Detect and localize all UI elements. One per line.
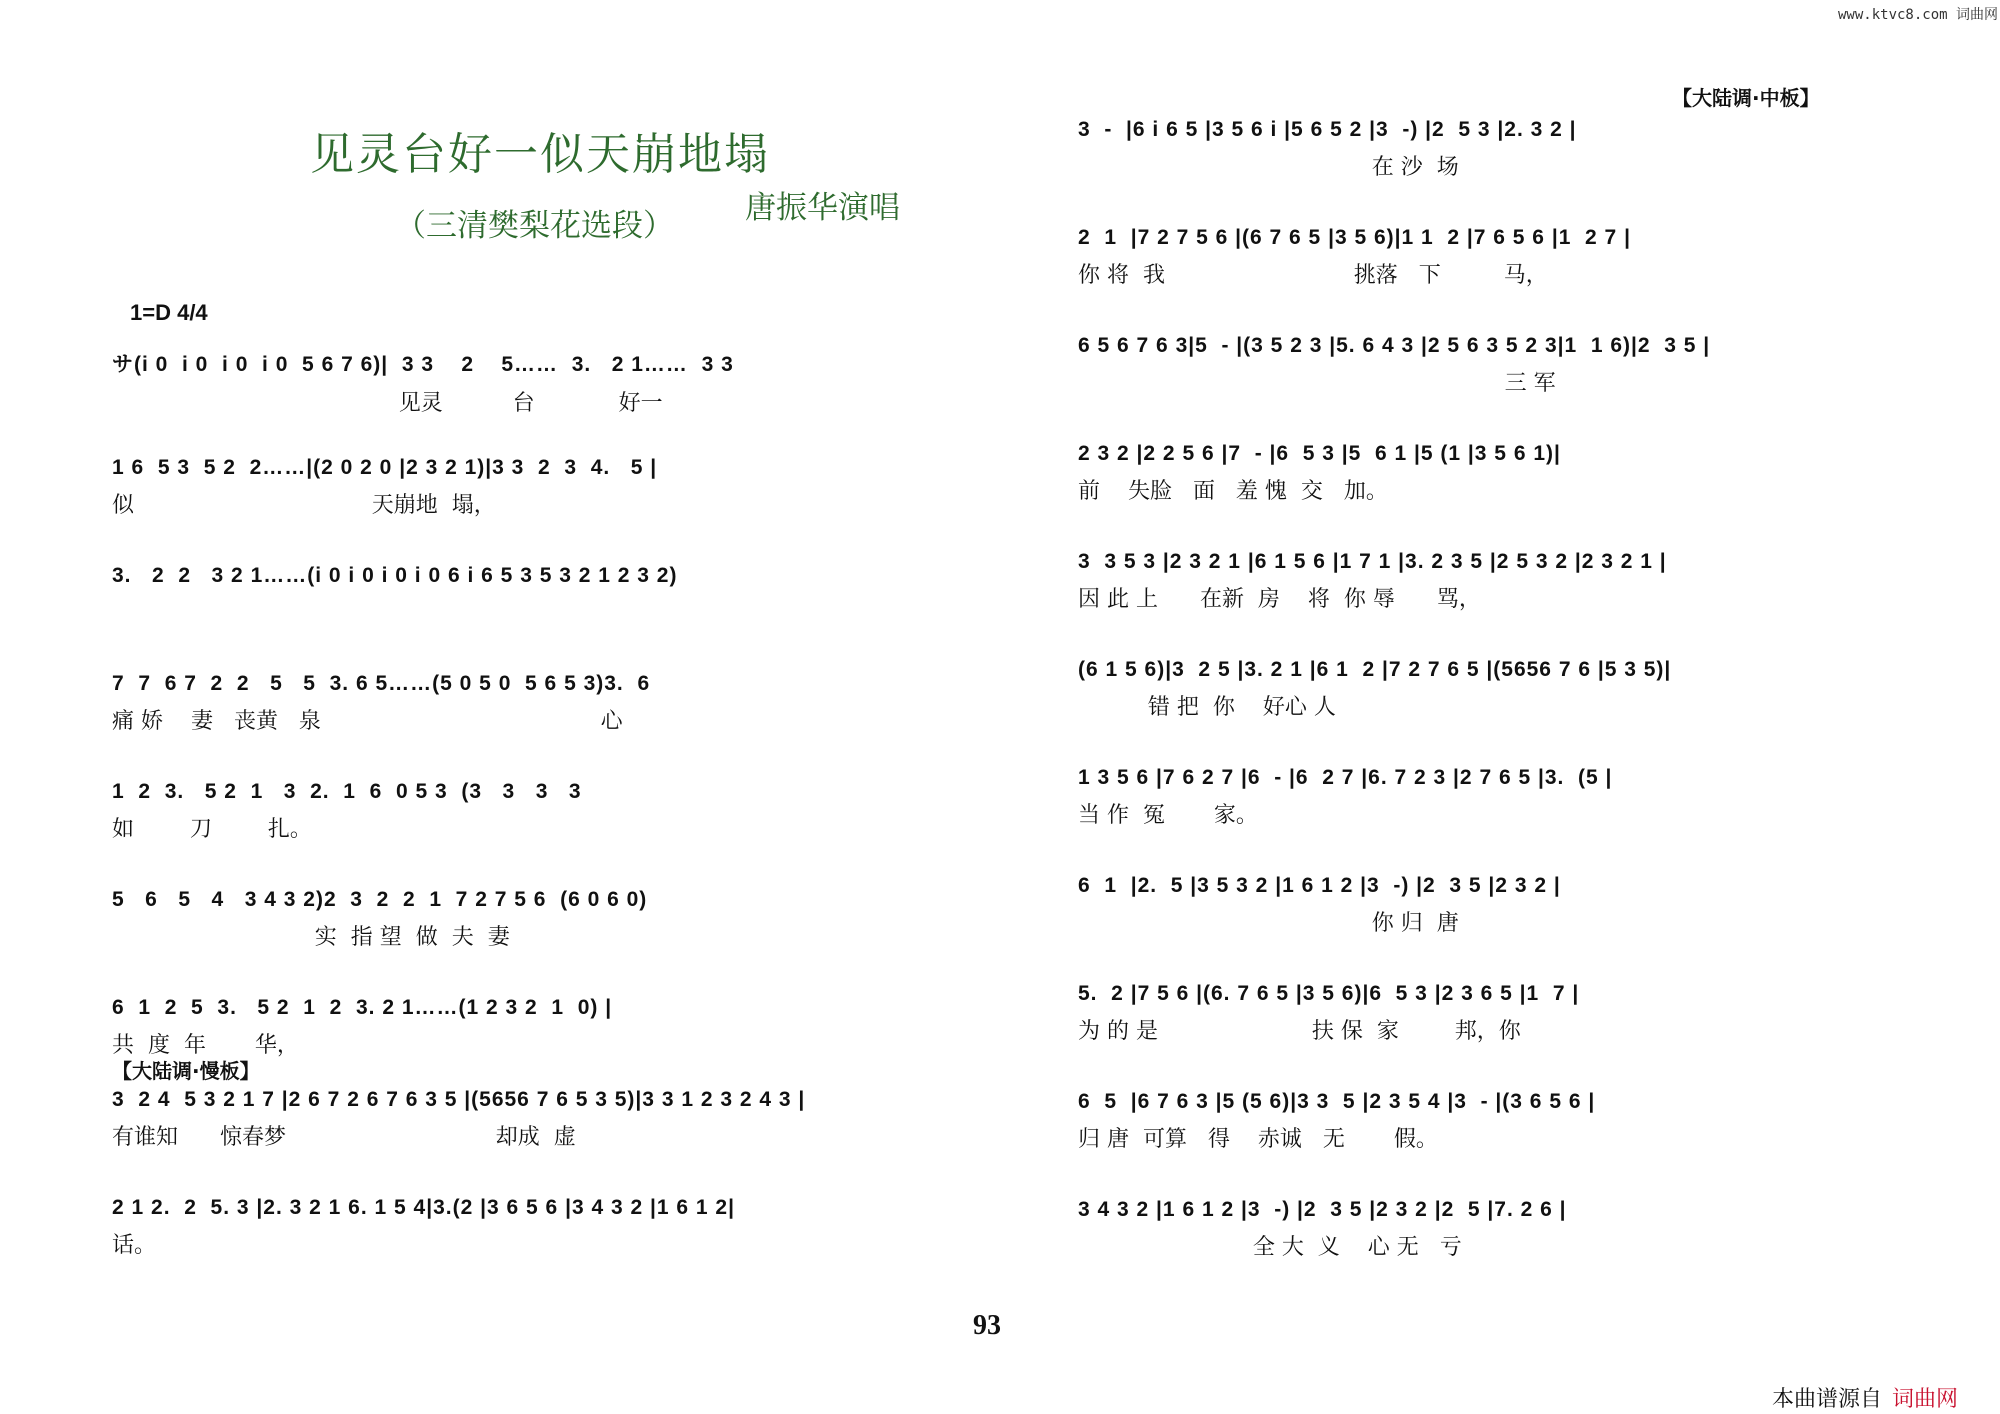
notation-row: 3 2 4 5 3 2 1 7 |2 6 7 2 6 7 6 3 5 |(5656 7 6 5 3 5)|3 3 1 2 3 2 4 3 | xyxy=(112,1088,806,1111)
singer-credit: 唐振华演唱 xyxy=(745,190,900,226)
notation-row: 3 - |6 i 6 5 |3 5 6 i |5 6 5 2 |3 -) |2 5 3 |2. 3 2 | xyxy=(1078,118,1577,141)
notation-row: 5. 2 |7 5 6 |(6. 7 6 5 |3 5 6)|6 5 3 |2 3 6 5 |1 7 | xyxy=(1078,982,1580,1005)
score-line xyxy=(112,672,650,735)
lyrics-row: 因 此 上 在新 房 将 你 辱 骂， xyxy=(1078,587,1481,612)
notation-row: 6 5 6 7 6 3|5 - |(3 5 2 3 |5. 6 4 3 |2 5 6 3 5 2 3|1 1 6)|2 3 5 | xyxy=(1078,334,1711,357)
lyrics-row: 共 度 年 华， xyxy=(112,1033,299,1058)
notation-row: 6 1 2 5 3. 5 2 1 2 3. 2 1……(1 2 3 2 1 0) | xyxy=(112,996,613,1019)
watermark-bottom xyxy=(1772,1382,1958,1413)
notation-row: 1 3 5 6 |7 6 2 7 |6 - |6 2 7 |6. 7 2 3 |2 7 6 5 |3. (5 | xyxy=(1078,766,1613,789)
song-subtitle: （三清樊梨花选段） xyxy=(395,208,674,244)
song-title: 见灵台好一似天崩地塌 xyxy=(310,129,770,180)
notation-row: 3 3 5 3 |2 3 2 1 |6 1 5 6 |1 7 1 |3. 2 3 5 |2 5 3 2 |2 3 2 1 | xyxy=(1078,550,1667,573)
lyrics-row: 前 失脸 面 羞 愧 交 加。 xyxy=(1078,479,1388,504)
right-section-label: 【大陆调·中板】 xyxy=(1672,86,1820,110)
notation-row: 6 5 |6 7 6 3 |5 (5 6)|3 3 5 |2 3 5 4 |3 - |(3 6 5 6 | xyxy=(1078,1090,1596,1113)
score-line xyxy=(1078,334,1710,397)
lyrics-row: 似 天崩地 塌， xyxy=(112,493,496,518)
key-signature: 1=D 4/4 xyxy=(130,300,208,325)
notation-row: 2 3 2 |2 2 5 6 |7 - |6 5 3 |5 6 1 |5 (1 |3 5 6 1)| xyxy=(1078,442,1561,465)
lyrics-row: 全 大 义 心 无 亏 xyxy=(1078,1235,1462,1260)
score-line xyxy=(112,996,612,1059)
score-line xyxy=(1078,658,1671,721)
lyrics-row: 如 刀 扎。 xyxy=(112,817,312,842)
lyrics-row: 话。 xyxy=(112,1233,157,1258)
score-line xyxy=(1078,550,1667,613)
score-line xyxy=(112,888,647,951)
score-line xyxy=(1078,118,1577,181)
notation-row: 3. 2 2 3 2 1……(i 0 i 0 i 0 i 0 6 i 6 5 3 5 3 2 1 2 3 2) xyxy=(112,564,678,587)
notation-row: 5 6 5 4 3 4 3 2)2 3 2 2 1 7 2 7 5 6 (6 0 6 0) xyxy=(112,888,648,911)
page-number: 93 xyxy=(973,1310,1001,1341)
notation-row: 2 1 2. 2 5. 3 |2. 3 2 1 6. 1 5 4|3.(2 |3 6 5 6 |3 4 3 2 |1 6 1 2| xyxy=(112,1196,735,1219)
score-line xyxy=(1078,766,1612,829)
score-line xyxy=(112,780,582,843)
score-line xyxy=(1078,442,1561,505)
lyrics-row: 痛 娇 妻 丧黄 泉 心 xyxy=(112,709,623,734)
notation-row: サ(i 0 i 0 i 0 i 0 5 6 7 6)| 3 3 2 5…… 3. 2 1…… 3 3 xyxy=(112,353,734,376)
notation-row: 2 1 |7 2 7 5 6 |(6 7 6 5 |3 5 6)|1 1 2 |7 6 5 6 |1 2 7 | xyxy=(1078,226,1631,249)
watermark-brand: 词曲网 xyxy=(1892,1387,1959,1412)
notation-row: 1 6 5 3 5 2 2……|(2 0 2 0 |2 3 2 1)|3 3 2 3 4. 5 | xyxy=(112,456,658,479)
score-line xyxy=(112,1088,805,1151)
lyrics-row: 见灵 台 好一 xyxy=(112,391,663,416)
lyrics-row: 三 军 xyxy=(1078,371,1556,396)
lyrics-row: 为 的 是 扶 保 家 邦，你 xyxy=(1078,1019,1521,1044)
watermark-bottom-text: 本曲谱源自 xyxy=(1772,1387,1883,1412)
left-section-label: 【大陆调·慢板】 xyxy=(112,1059,260,1083)
lyrics-row: 归 唐 可算 得 赤诚 无 假。 xyxy=(1078,1127,1438,1152)
score-line xyxy=(1078,1090,1595,1153)
score-line xyxy=(112,1196,735,1259)
score-line xyxy=(112,348,734,417)
lyrics-row: 在 沙 场 xyxy=(1078,155,1459,180)
lyrics-row: 当 作 冤 家。 xyxy=(1078,803,1258,828)
score-line xyxy=(1078,226,1631,289)
watermark-top: www.ktvc8.com 词曲网 xyxy=(1838,7,1999,23)
notation-row: 1 2 3. 5 2 1 3 2. 1 6 0 5 3 (3 3 3 3 xyxy=(112,780,582,803)
lyrics-row: 你 将 我 挑落 下 马， xyxy=(1078,263,1548,288)
score-line xyxy=(112,456,657,519)
notation-row: (6 1 5 6)|3 2 5 |3. 2 1 |6 1 2 |7 2 7 6 5 |(5656 7 6 |5 3 5)| xyxy=(1078,658,1672,681)
score-line xyxy=(1078,874,1561,937)
notation-row: 7 7 6 7 2 2 5 5 3. 6 5……(5 0 5 0 5 6 5 3)3. 6 xyxy=(112,672,651,695)
score-line xyxy=(112,564,677,596)
score-line xyxy=(1078,982,1579,1045)
lyrics-row: 实 指 望 做 夫 妻 xyxy=(112,925,510,950)
lyrics-row: 你 归 唐 xyxy=(1078,911,1459,936)
score-line xyxy=(1078,1198,1567,1261)
lyrics-row: 错 把 你 好心 人 xyxy=(1078,695,1336,720)
lyrics-row: 有谁知 惊春梦 却成 虚 xyxy=(112,1125,576,1150)
notation-row: 3 4 3 2 |1 6 1 2 |3 -) |2 3 5 |2 3 2 |2 5 |7. 2 6 | xyxy=(1078,1198,1567,1221)
notation-row: 6 1 |2. 5 |3 5 3 2 |1 6 1 2 |3 -) |2 3 5 |2 3 2 | xyxy=(1078,874,1561,897)
